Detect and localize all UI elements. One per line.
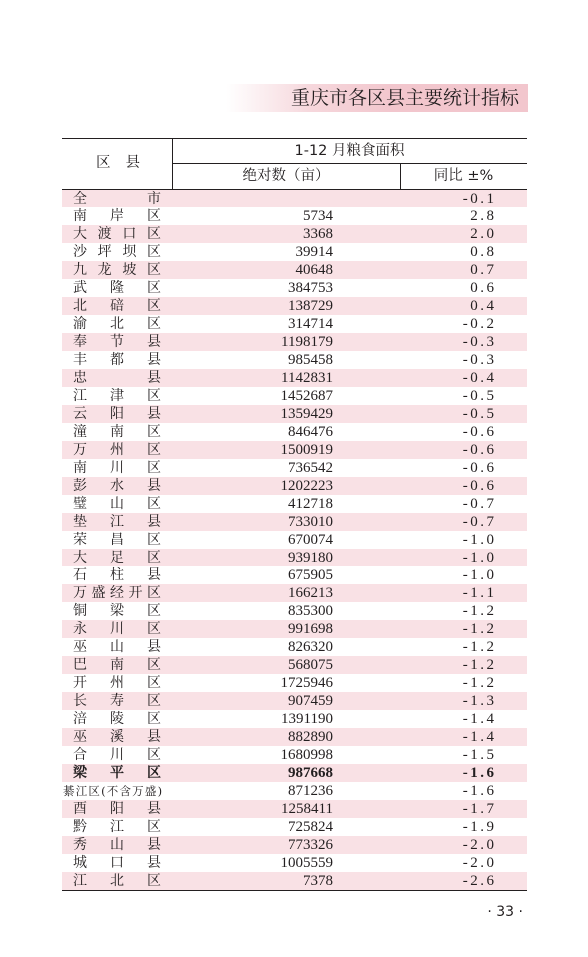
grain-area-yoy-change: -1.3 <box>462 693 497 710</box>
grain-area-absolute: 846476 <box>288 423 333 440</box>
grain-area-yoy-change: 0.4 <box>470 298 497 315</box>
label-char: 县 <box>125 155 140 171</box>
grain-area-absolute: 1258411 <box>281 800 333 817</box>
header-grain-area-group: 1-12 月粮食面积 <box>294 142 405 159</box>
table-row <box>62 459 527 477</box>
label-char: 陵 <box>110 711 124 728</box>
label-char: 南 <box>73 208 87 225</box>
label-char: 全 <box>73 190 87 207</box>
grain-area-absolute: 568075 <box>288 657 333 674</box>
grain-area-yoy-change: -1.4 <box>462 729 497 745</box>
label-char: 水 <box>110 477 124 494</box>
table-row <box>62 728 527 746</box>
label-char: 县 <box>147 729 161 745</box>
table-row <box>62 872 527 890</box>
region-name <box>73 818 161 836</box>
label-char: 区 <box>147 621 161 638</box>
label-char: 北 <box>110 316 124 333</box>
label-char: 秀 <box>73 836 87 853</box>
label-char: 渡 <box>97 226 112 243</box>
label-char: 县 <box>147 352 161 369</box>
grain-area-absolute: 1005559 <box>280 854 333 871</box>
label-char: 区 <box>146 244 161 261</box>
grain-area-yoy-change: 0.8 <box>470 244 497 261</box>
header-mid-rule <box>172 163 527 164</box>
label-char: 坡 <box>122 262 137 279</box>
table-row <box>62 620 527 638</box>
label-char: 区 <box>147 423 161 440</box>
label-char: 口 <box>122 226 137 243</box>
grain-area-absolute: 882890 <box>288 729 333 745</box>
label-char: 阳 <box>110 800 124 817</box>
region-name <box>73 531 161 549</box>
region-name <box>73 584 161 602</box>
label-char: 节 <box>110 334 124 351</box>
grain-area-yoy-change: -1.1 <box>462 585 497 602</box>
table-row <box>62 297 527 315</box>
label-char: 寿 <box>110 693 124 710</box>
table-row <box>62 369 527 387</box>
region-name <box>73 351 161 369</box>
label-char: 县 <box>147 477 161 494</box>
page-number: · 33 · <box>487 904 523 920</box>
grain-area-yoy-change: -1.4 <box>462 711 497 728</box>
grain-area-yoy-change: -0.1 <box>462 190 497 207</box>
label-char: 区 <box>147 280 161 297</box>
grain-area-yoy-change: -0.5 <box>462 405 497 422</box>
grain-area-yoy-change: -0.6 <box>462 459 497 476</box>
grain-area-absolute: 314714 <box>288 316 333 333</box>
label-char: 铜 <box>73 603 87 620</box>
label-char: 石 <box>73 567 87 584</box>
header-yoy: 同比 ±% <box>433 168 494 184</box>
region-name <box>73 190 161 208</box>
label-char: 区 <box>147 657 161 674</box>
label-char: 九 <box>73 262 87 279</box>
label-char: 昌 <box>110 531 124 548</box>
label-char: 阳 <box>110 405 124 422</box>
table-row <box>62 710 527 728</box>
label-char: 酉 <box>73 800 87 817</box>
label-char: 江 <box>110 513 124 530</box>
label-char: 口 <box>110 854 124 871</box>
label-char: 涪 <box>73 711 87 728</box>
label-char: 山 <box>110 836 124 853</box>
label-char: 江 <box>73 872 87 889</box>
label-char: 区 <box>147 316 161 333</box>
region-name <box>73 513 161 531</box>
label-char: 县 <box>147 836 161 853</box>
grain-area-absolute: 1391190 <box>281 711 333 728</box>
label-char: 北 <box>73 298 87 315</box>
label-char: 合 <box>73 746 87 763</box>
grain-area-yoy-change: -2.0 <box>462 836 497 853</box>
grain-area-yoy-change: -0.2 <box>462 316 497 333</box>
page-title: 重庆市各区县主要统计指标 <box>290 87 519 109</box>
grain-area-absolute: 826320 <box>288 639 333 656</box>
region-name <box>73 243 161 261</box>
table-row <box>62 746 527 764</box>
label-char: 云 <box>73 405 87 422</box>
region-name <box>73 656 161 674</box>
table-row <box>62 495 527 513</box>
label-char: 武 <box>73 280 87 297</box>
grain-area-yoy-change: -1.2 <box>462 639 497 656</box>
header-region <box>96 154 140 172</box>
grain-area-yoy-change: -1.2 <box>462 657 497 674</box>
grain-area-yoy-change: -0.7 <box>462 513 497 530</box>
table-row <box>62 261 527 279</box>
grain-area-absolute: 7378 <box>303 872 333 889</box>
region-name <box>73 800 161 818</box>
region-name <box>73 836 161 854</box>
grain-area-yoy-change: -0.6 <box>462 423 497 440</box>
region-name <box>73 495 161 513</box>
header-absolute: 绝对数（亩） <box>242 168 330 184</box>
table-row <box>62 405 527 423</box>
label-char: 都 <box>110 352 124 369</box>
label-char: 川 <box>110 459 124 476</box>
label-char: 隆 <box>110 280 124 297</box>
table-row <box>62 692 527 710</box>
label-char: 区 <box>147 208 161 225</box>
table-row <box>62 584 527 602</box>
grain-area-yoy-change: -1.0 <box>462 549 497 566</box>
grain-area-yoy-change: 2.0 <box>470 226 497 243</box>
grain-area-absolute: 907459 <box>288 693 333 710</box>
label-char: 南 <box>110 423 124 440</box>
label-char: 江 <box>110 818 124 835</box>
label-char: 巫 <box>73 729 87 745</box>
label-char: 区 <box>147 603 161 620</box>
label-char: 区 <box>147 711 161 728</box>
table-row <box>62 315 527 333</box>
grain-area-absolute: 725824 <box>288 818 333 835</box>
label-char: 市 <box>147 190 161 207</box>
label-char: 区 <box>147 495 161 512</box>
region-name <box>73 692 161 710</box>
label-char: 万 <box>73 441 87 458</box>
label-char: 县 <box>147 567 161 584</box>
label-char: 区 <box>147 459 161 476</box>
label-char: 南 <box>73 459 87 476</box>
region-name <box>73 746 161 764</box>
grain-area-absolute: 987668 <box>288 764 333 781</box>
region-name: 綦江区(不含万盛) <box>63 783 164 798</box>
label-char: 经 <box>110 585 124 602</box>
label-char: 川 <box>110 621 124 638</box>
table-row <box>62 638 527 656</box>
grain-area-yoy-change: -1.0 <box>462 567 497 584</box>
grain-area-yoy-change: -1.9 <box>462 818 497 835</box>
grain-area-yoy-change: -2.0 <box>462 854 497 871</box>
region-name <box>73 477 161 495</box>
label-char: 山 <box>110 495 124 512</box>
grain-area-absolute: 39914 <box>295 244 333 261</box>
grain-area-absolute: 991698 <box>288 621 333 638</box>
grain-area-absolute: 1198179 <box>281 334 333 351</box>
label-char: 开 <box>73 675 87 692</box>
region-name <box>73 405 161 423</box>
region-name <box>73 207 161 225</box>
label-char: 大 <box>73 549 87 566</box>
table-row <box>62 566 527 584</box>
table-row <box>62 477 527 495</box>
region-name <box>73 441 161 459</box>
grain-area-yoy-change: -1.6 <box>462 764 497 781</box>
region-name <box>73 387 161 405</box>
grain-area-absolute: 670074 <box>288 531 333 548</box>
grain-area-yoy-change: -2.6 <box>462 872 497 889</box>
label-char: 丰 <box>73 352 87 369</box>
label-char: 永 <box>73 621 87 638</box>
grain-area-absolute: 384753 <box>288 280 333 297</box>
region-name <box>73 674 161 692</box>
label-char: 南 <box>110 657 124 674</box>
grain-area-absolute: 1142831 <box>281 370 333 386</box>
grain-area-absolute: 1359429 <box>280 405 333 422</box>
grain-area-absolute: 939180 <box>288 549 333 566</box>
region-name <box>73 225 161 243</box>
table-row <box>62 764 527 782</box>
region-name <box>73 297 161 315</box>
table-row <box>62 225 527 243</box>
grain-area-absolute: 985458 <box>288 352 333 369</box>
label-char: 州 <box>110 441 124 458</box>
table-row <box>62 836 527 854</box>
region-name <box>73 369 161 387</box>
table-row <box>62 387 527 405</box>
label-char: 区 <box>147 746 161 763</box>
table-row <box>62 674 527 692</box>
label-char: 区 <box>147 531 161 548</box>
grain-area-absolute: 1680998 <box>280 746 333 763</box>
label-char: 龙 <box>97 262 112 279</box>
label-char: 山 <box>110 639 124 656</box>
label-char: 奉 <box>73 334 87 351</box>
label-char: 区 <box>147 872 161 889</box>
label-char: 坝 <box>122 244 137 261</box>
region-name <box>73 315 161 333</box>
table-row <box>62 854 527 872</box>
label-char: 万 <box>73 585 87 602</box>
region-name <box>73 261 161 279</box>
table-row <box>62 656 527 674</box>
grain-area-absolute: 675905 <box>288 567 333 584</box>
label-char: 垫 <box>73 513 87 530</box>
grain-area-absolute: 1452687 <box>280 387 333 404</box>
table-row <box>62 243 527 261</box>
table-row <box>62 782 527 800</box>
label-char: 忠 <box>73 370 87 386</box>
grain-area-absolute: 773326 <box>288 836 333 853</box>
label-char: 江 <box>73 387 87 404</box>
region-name <box>73 710 161 728</box>
table-row <box>62 800 527 818</box>
label-char: 区 <box>147 387 161 404</box>
label-char: 区 <box>147 764 161 781</box>
table-row <box>62 207 527 225</box>
label-char: 川 <box>110 746 124 763</box>
grain-area-absolute: 1500919 <box>280 441 333 458</box>
label-char: 区 <box>147 818 161 835</box>
grain-area-yoy-change: -0.6 <box>462 441 497 458</box>
label-char: 渝 <box>73 316 87 333</box>
grain-area-absolute: 1202223 <box>280 477 333 494</box>
label-char: 津 <box>110 387 124 404</box>
label-char: 巴 <box>73 657 87 674</box>
grain-area-yoy-change: -0.6 <box>462 477 497 494</box>
grain-area-yoy-change: 0.6 <box>470 280 497 297</box>
grain-area-yoy-change: -0.3 <box>462 334 497 351</box>
label-char: 县 <box>147 370 161 386</box>
grain-area-absolute: 1725946 <box>280 675 333 692</box>
label-char: 平 <box>110 764 124 781</box>
label-char: 县 <box>147 800 161 817</box>
label-char: 彭 <box>73 477 87 494</box>
grain-area-absolute: 412718 <box>288 495 333 512</box>
label-char: 城 <box>73 854 87 871</box>
label-char: 区 <box>147 298 161 315</box>
label-char: 区 <box>96 155 111 171</box>
region-name <box>73 602 161 620</box>
grain-area-yoy-change: 0.7 <box>470 262 497 279</box>
label-char: 梁 <box>73 764 87 781</box>
grain-area-yoy-change: -1.2 <box>462 603 497 620</box>
table-row <box>62 423 527 441</box>
region-name <box>73 459 161 477</box>
label-char: 坪 <box>97 244 112 261</box>
region-name <box>73 423 161 441</box>
grain-area-absolute: 166213 <box>288 585 333 602</box>
label-char: 区 <box>146 226 161 243</box>
label-char: 足 <box>110 549 124 566</box>
region-name <box>73 764 161 782</box>
grain-area-yoy-change: -0.5 <box>462 387 497 404</box>
grain-area-yoy-change: -1.6 <box>462 782 497 799</box>
grain-area-absolute: 3368 <box>303 226 333 243</box>
table-row <box>62 279 527 297</box>
table-row <box>62 818 527 836</box>
label-char: 长 <box>73 693 87 710</box>
region-name <box>73 638 161 656</box>
label-char: 溪 <box>110 729 124 745</box>
label-char: 州 <box>110 675 124 692</box>
label-char: 县 <box>147 334 161 351</box>
table-row <box>62 333 527 351</box>
grain-area-yoy-change: -0.7 <box>462 495 497 512</box>
title-banner <box>226 84 528 112</box>
grain-area-yoy-change: -0.3 <box>462 352 497 369</box>
grain-area-absolute: 40648 <box>295 262 333 279</box>
label-char: 北 <box>110 872 124 889</box>
grain-area-yoy-change: -1.2 <box>462 621 497 638</box>
grain-area-absolute: 138729 <box>288 298 333 315</box>
table-row <box>62 513 527 531</box>
label-char: 盛 <box>91 585 106 602</box>
grain-area-absolute: 5734 <box>303 208 333 225</box>
table-row <box>62 441 527 459</box>
label-char: 县 <box>147 513 161 530</box>
table-row <box>62 351 527 369</box>
table-row <box>62 549 527 567</box>
grain-area-yoy-change: -1.7 <box>462 800 497 817</box>
table-row <box>62 531 527 549</box>
region-name <box>73 854 161 872</box>
grain-area-absolute: 835300 <box>288 603 333 620</box>
table-top-rule <box>62 138 527 140</box>
region-name <box>73 728 161 746</box>
grain-area-absolute <box>172 190 333 208</box>
label-char: 沙 <box>73 244 87 261</box>
label-char: 大 <box>73 226 87 243</box>
grain-area-absolute: 871236 <box>288 782 333 799</box>
label-char: 潼 <box>73 423 87 440</box>
label-char: 区 <box>147 441 161 458</box>
grain-area-yoy-change: -1.0 <box>462 531 497 548</box>
label-char: 碚 <box>110 298 124 315</box>
table-row <box>62 602 527 620</box>
label-char: 区 <box>146 262 161 279</box>
label-char: 区 <box>147 549 161 566</box>
region-name <box>73 549 161 567</box>
label-char: 区 <box>147 693 161 710</box>
region-name <box>73 279 161 297</box>
label-char: 县 <box>147 405 161 422</box>
grain-area-yoy-change: -1.2 <box>462 675 497 692</box>
label-char: 璧 <box>73 495 87 512</box>
label-char: 黔 <box>73 818 87 835</box>
region-name <box>73 333 161 351</box>
table-body <box>62 190 527 890</box>
label-char: 荣 <box>73 531 87 548</box>
region-name <box>73 620 161 638</box>
label-char: 梁 <box>110 603 124 620</box>
label-char: 岸 <box>110 208 124 225</box>
label-char: 巫 <box>73 639 87 656</box>
label-char: 县 <box>147 639 161 656</box>
grain-area-yoy-change: -0.4 <box>462 370 497 386</box>
grain-area-absolute: 733010 <box>288 513 333 530</box>
label-char: 区 <box>147 675 161 692</box>
label-char: 县 <box>147 854 161 871</box>
label-char: 开 <box>128 585 143 602</box>
table-row <box>62 190 527 208</box>
region-name <box>73 872 161 890</box>
region-name <box>73 566 161 584</box>
grain-area-absolute: 736542 <box>288 459 333 476</box>
label-char: 柱 <box>110 567 124 584</box>
grain-area-yoy-change: -1.5 <box>462 746 497 763</box>
grain-area-yoy-change: 2.8 <box>470 208 497 225</box>
label-char: 区 <box>147 585 161 602</box>
